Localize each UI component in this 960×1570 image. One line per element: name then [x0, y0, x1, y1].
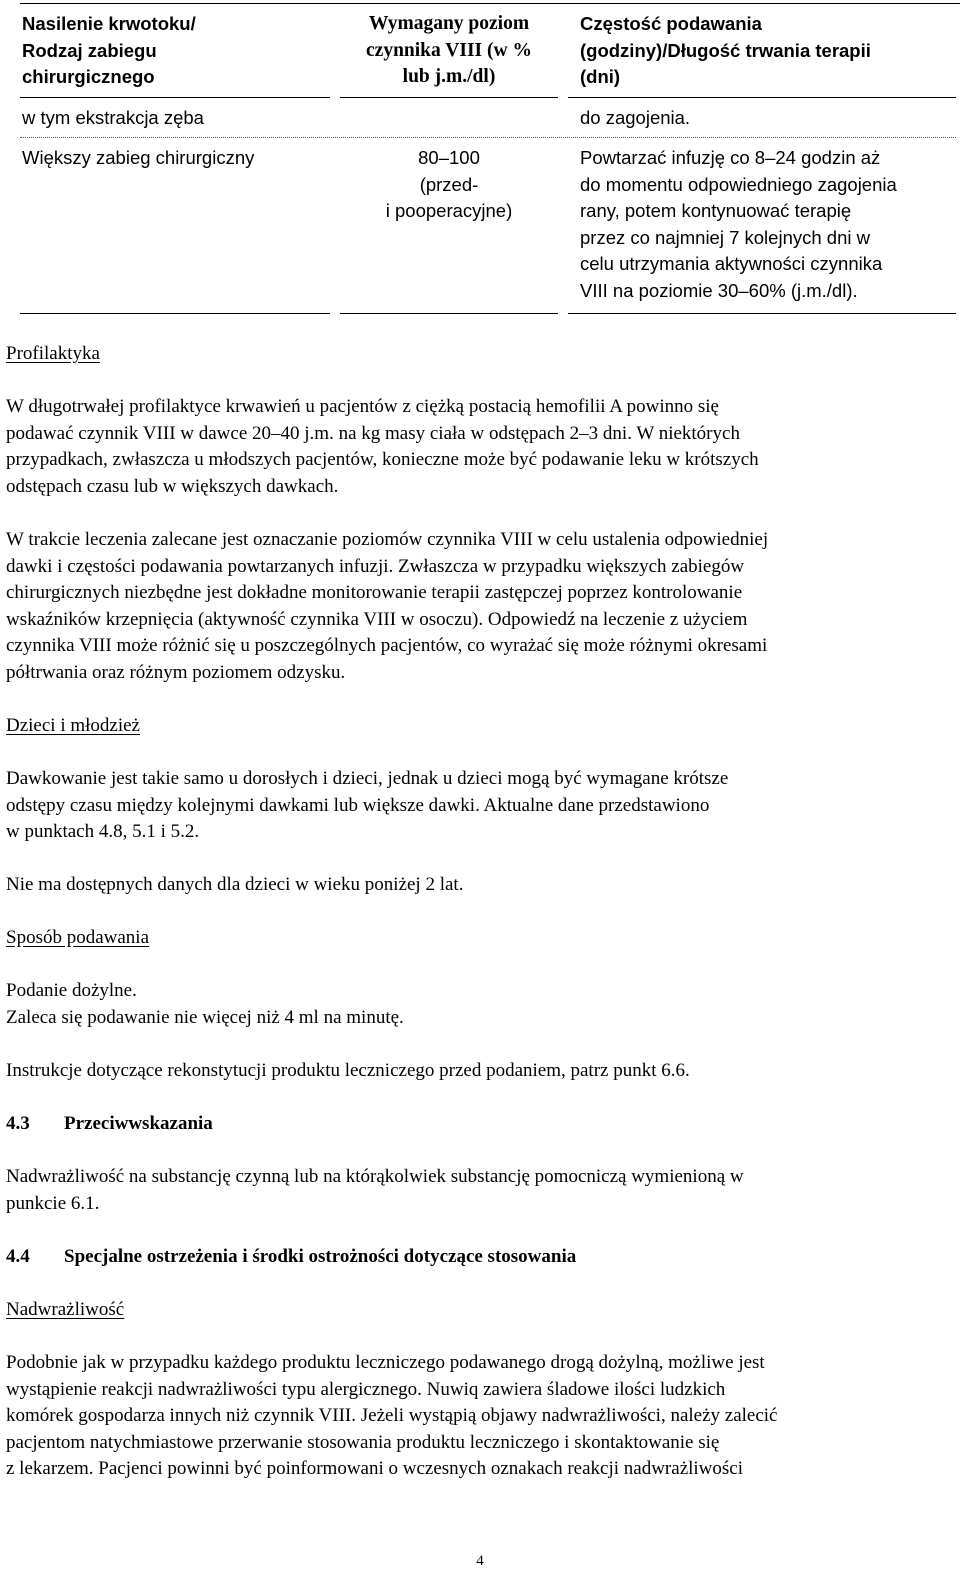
table-header-col3: Częstość podawania (godziny)/Długość trwania terapii (dni) [580, 13, 871, 87]
table-header-border-2 [340, 97, 558, 98]
table-top-border [20, 3, 960, 4]
profilaktyka-paragraph-2: W trakcie leczenia zalecane jest oznaczanie poziomów czynnika VIII w celu ustalenia odpowiedniej dawki i częstości podawania powtarzanych infuzji. Zwłaszcza w przypadku większych zabiegów chirurgicznych niezbędne jest dokładne monitorowanie terapii zastępczej poprzez kontrolowanie wskaźników krzepnięcia (aktywność czynnika VIII w osoczu). Odpowiedź na leczenie z użyciem czynnika VIII może różnić się u poszczególnych pacjentów, co wyrażać się może różnymi okresami półtrwania oraz różnym poziomem odzysku. [6, 529, 769, 683]
sposob-podawania-paragraph-1: Podanie dożylne. Zaleca się podawanie nie więcej niż 4 ml na minutę. [6, 980, 404, 1028]
section-4-3-heading [6, 1111, 946, 1138]
nadwrazliwosc-paragraph: Podobnie jak w przypadku każdego produktu leczniczego podawanego drogą dożylną, możliwe jest wystąpienie reakcji nadwrażliwości typu alergicznego. Nuwiq zawiera śladowe ilości ludzkich komórek gospodarza innych niż czynnik VIII. Jeżeli wystąpią objawy nadwrażliwości, należy zalecić pacjentom natychmiastowe przerwanie stosowania produktu leczniczego i skontaktowanie się z lekarzem. Pacjenci powinni być poinformowani o wczesnych oznakach reakcji nadwrażliwości [6, 1352, 778, 1479]
section-4-3-title: Przeciwwskazania [64, 1113, 213, 1134]
table-bottom-border-3 [568, 313, 956, 314]
sposob-podawania-heading: Sposób podawania [6, 927, 150, 948]
section-4-3-paragraph: Nadwrażliwość na substancję czynną lub na którąkolwiek substancję pomocniczą wymienioną w punkcie 6.1. [6, 1166, 744, 1214]
table-row-2-col2: 80–100 (przed- i pooperacyjne) [385, 147, 513, 221]
table-header-border-3 [568, 97, 956, 98]
profilaktyka-heading: Profilaktyka [6, 343, 100, 364]
dzieci-paragraph-1: Dawkowanie jest takie samo u dorosłych i dzieci, jednak u dzieci mogą być wymagane krótsze odstępy czasu między kolejnymi dawkami lub większe dawki. Aktualne dane przedstawiono w punktach 4.8, 5.1 i 5.2. [6, 768, 729, 842]
dzieci-paragraph-2: Nie ma dostępnych danych dla dzieci w wieku poniżej 2 lat. [6, 874, 464, 895]
table-header-border-1 [20, 97, 330, 98]
table-bottom-border-2 [340, 313, 558, 314]
table-bottom-border-1 [20, 313, 330, 314]
sposob-podawania-paragraph-2: Instrukcje dotyczące rekonstytucji produktu leczniczego przed podaniem, patrz punkt 6.6. [6, 1060, 690, 1081]
profilaktyka-paragraph-1: W długotrwałej profilaktyce krwawień u pacjentów z ciężką postacią hemofilii A powinno się podawać czynnik VIII w dawce 20–40 j.m. na kg masy ciała w odstępach 2–3 dni. W niektórych przypadkach, zwłaszcza u młodszych pacjentów, konieczne może być podawanie leku w krótszych odstępach czasu lub w większych dawkach. [6, 396, 759, 497]
table-header-col2: Wymagany poziom czynnika VIII (w % lub j.m./dl) [366, 13, 532, 87]
dzieci-heading: Dzieci i młodzież [6, 715, 140, 736]
page-number: 4 [476, 1553, 484, 1569]
nadwrazliwosc-heading: Nadwrażliwość [6, 1299, 125, 1320]
section-4-4-title: Specjalne ostrzeżenia i środki ostrożności dotyczące stosowania [64, 1246, 577, 1267]
table-row-1-col3: do zagojenia. [580, 107, 691, 128]
table-header-col1: Nasilenie krwotoku/ Rodzaj zabiegu chirurgicznego [22, 13, 196, 87]
table-row-2-col3: Powtarzać infuzję co 8–24 godzin aż do momentu odpowiedniego zagojenia rany, potem kontynuować terapię przez co najmniej 7 kolejnych dni w celu utrzymania aktywności czynnika VIII na poziomie 30–60% (j.m./dl). [580, 147, 897, 301]
table-row-2-col1: Większy zabieg chirurgiczny [22, 147, 255, 168]
section-4-3-number: 4.3 [6, 1113, 30, 1134]
table-row-1-col1: w tym ekstrakcja zęba [22, 107, 204, 128]
section-4-4-heading [6, 1244, 946, 1271]
table-row-separator [20, 137, 956, 138]
section-4-4-number: 4.4 [6, 1246, 30, 1267]
